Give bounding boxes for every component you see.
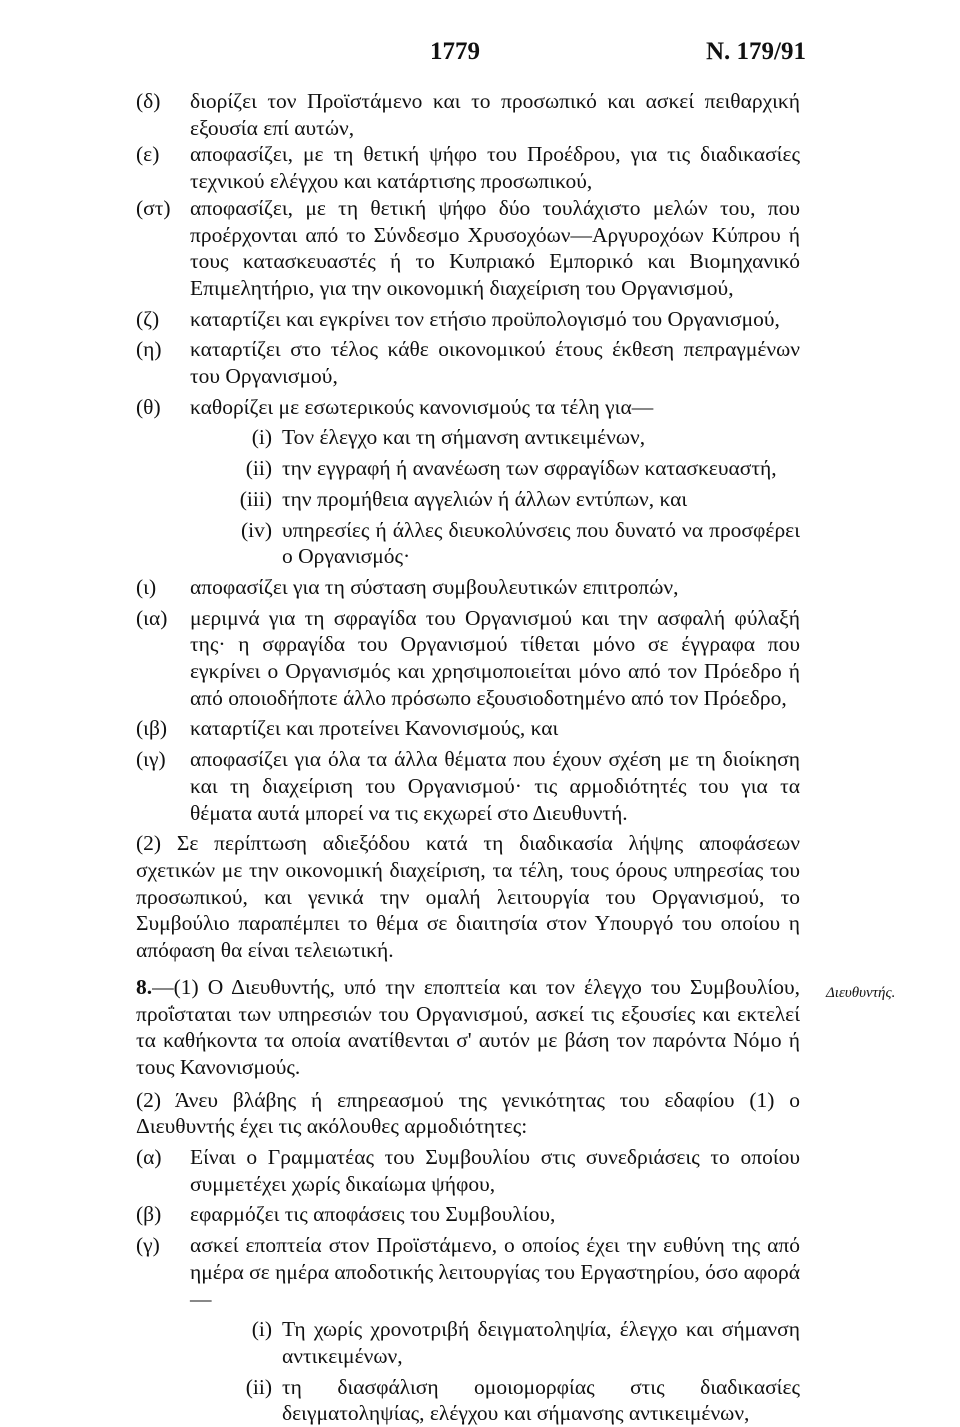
list-item (136, 1144, 800, 1197)
sub-list-item (136, 455, 800, 482)
sub-item-label: (iv) (240, 517, 272, 542)
item-text: καθορίζει με εσωτερικούς κανονισμούς τα τέλη για— (190, 394, 654, 419)
list-item (136, 336, 800, 389)
sub-item-text: υπηρεσίες ή άλλες διευκολύνσεις που δυνατό να προσφέρει ο Οργανισμός· (282, 517, 800, 569)
sub-item-label: (ii) (245, 1374, 272, 1399)
item-label: (α) (136, 1145, 162, 1170)
item-label: (ζ) (136, 306, 160, 331)
sub-item-label: (iii) (239, 486, 272, 511)
item-text: αποφασίζει για τη σύσταση συμβουλευτικών επιτροπών, (190, 574, 679, 599)
law-number: Ν. 179/91 (706, 38, 806, 65)
list-item (136, 746, 800, 826)
item-text: καταρτίζει και προτείνει Κανονισμούς, και (190, 716, 559, 741)
sub-item-text: Τον έλεγχο και τη σήμανση αντικειμένων, (282, 425, 646, 450)
list-item (136, 141, 800, 194)
sub-item-text: Τη χωρίς χρονοτριβή δειγματοληψία, έλεγχο και σήμανση αντικειμένων, (282, 1317, 800, 1368)
sub-list-item (136, 517, 800, 570)
margin-note: Διευθυντής. (826, 985, 896, 1001)
body-text (136, 88, 800, 1427)
item-text: διορίζει τον Προϊστάμενο και το προσωπικό και ασκεί πειθαρχική εξουσία επί αυτών, (190, 89, 800, 140)
item-label: (η) (136, 337, 162, 362)
section-8-text: —(1) Ο Διευθυντής, υπό την εποπτεία και τον έλεγχο του Συμβουλίου, προΐσταται των υπηρεσιών του Οργανισμού, ασκεί τις εξουσίες και εκτελεί τα καθήκοντα τα οποία ανατίθενται σ' αυτόν με βάση τον παρόντα Νόμο ή τους Κανονισμούς. (136, 974, 800, 1079)
item-text: καταρτίζει στο τέλος κάθε οικονομικού έτους έκθεση πεπραγμένων του Οργανισμού, (190, 337, 800, 389)
sub-item-text: την προμήθεια αγγελιών ή άλλων εντύπων, και (282, 486, 688, 511)
list-item (136, 715, 800, 742)
list-item (136, 1232, 800, 1312)
item-label: (ι) (136, 574, 157, 599)
item-text: αποφασίζει για όλα τα άλλα θέματα που έχουν σχέση με τη διοίκηση και τη διαχείριση του Οργανισμού· τις αρμοδιότητές του για τα θέματα αυτά μπορεί να τις εκχωρεί στο Διευθυντή. (190, 747, 800, 825)
item-text: μεριμνά για τη σφραγίδα του Οργανισμού και την ασφαλή φύλαξή της· η σφραγίδα του Οργανισμού τίθεται μόνο σε έγγραφα που εγκρίνει ο Οργανισμός και χρησιμοποιείται μόνο από τον Πρόεδρο ή από οποιοδήποτε άλλο πρόσωπο εξουσιοδοτημένο από τον Πρόεδρο, (190, 605, 800, 710)
sub-list-item (136, 486, 800, 513)
sub-item-text: τη διασφάλιση ομοιομορφίας στις διαδικασίες δειγματοληψίας, ελέγχου και σήμανσης αντικειμένων, (282, 1374, 800, 1426)
sub-item-text: την εγγραφή ή ανανέωση των σφραγίδων κατασκευαστή, (282, 456, 777, 481)
sub-list-item (136, 1374, 800, 1427)
item-text: Είναι ο Γραμματέας του Συμβουλίου στις συνεδριάσεις το οποίου συμμετέχει χωρίς δικαίωμα ψήφου, (190, 1145, 800, 1196)
list-item (136, 195, 800, 302)
item-label: (ε) (136, 142, 160, 167)
item-text: εφαρμόζει τις αποφάσεις του Συμβουλίου, (190, 1202, 556, 1227)
sub-item-label: (ii) (245, 456, 272, 481)
sub-item-label: (i) (251, 425, 272, 450)
item-label: (ια) (136, 605, 168, 630)
page-number: 1779 (430, 38, 480, 65)
item-label: (ιβ) (136, 716, 168, 741)
section-8-paragraph-2: (2) Άνευ βλάβης ή επηρεασμού της γενικότητας του εδαφίου (1) ο Διευθυντής έχει τις ακόλουθες αρμοδιότητες: (136, 1087, 800, 1139)
list-item (136, 88, 800, 141)
section-8 (136, 974, 800, 1081)
item-text: καταρτίζει και εγκρίνει τον ετήσιο προϋπολογισμό του Οργανισμού, (190, 306, 780, 331)
list-item (136, 605, 800, 712)
sub-item-label: (i) (251, 1317, 272, 1342)
item-label: (θ) (136, 394, 161, 419)
sub-list-item (136, 424, 800, 451)
item-label: (ιγ) (136, 747, 166, 772)
list-item (136, 394, 800, 421)
item-label: (στ) (136, 195, 171, 220)
item-text: αποφασίζει, με τη θετική ψήφο του Προέδρου, για τις διαδικασίες τεχνικού ελέγχου και κατάρτισης προσωπικού, (190, 142, 800, 194)
item-label: (δ) (136, 89, 161, 113)
sub-list-item (136, 1316, 800, 1369)
list-item (136, 574, 800, 601)
section-number: 8. (136, 974, 153, 999)
item-text: ασκεί εποπτεία στον Προϊστάμενο, ο οποίος έχει την ευθύνη της από ημέρα σε ημέρα αποδοτικής λειτουργίας του Εργαστηρίου, όσο αφορά— (190, 1233, 800, 1311)
item-label: (β) (136, 1202, 162, 1227)
list-item (136, 1201, 800, 1228)
item-label: (γ) (136, 1233, 160, 1258)
item-text: αποφασίζει, με τη θετική ψήφο δύο τουλάχιστο μελών του, που προέρχονται από το Σύνδεσμο Χρυσοχόων—Αργυροχόων Κύπρου ή τους κατασκευαστές ή το Κυπριακό Εμπορικό και Βιομηχανικό Επιμελητήριο, για την οικονομική διαχείριση του Οργανισμού, (190, 195, 800, 300)
paragraph-2: (2) Σε περίπτωση αδιεξόδου κατά τη διαδικασία λήψης αποφάσεων σχετικών με την οικονομική διαχείριση, τα τέλη, τους όρους υπηρεσίας του προσωπικού, και γενικά την ομαλή λειτουργία του Οργανισμού, το Συμβούλιο παραπέμπει το θέμα σε διαιτησία στον Υπουργό του οποίου η απόφαση θα είναι τελειωτική. (136, 831, 800, 963)
list-item (136, 306, 800, 333)
